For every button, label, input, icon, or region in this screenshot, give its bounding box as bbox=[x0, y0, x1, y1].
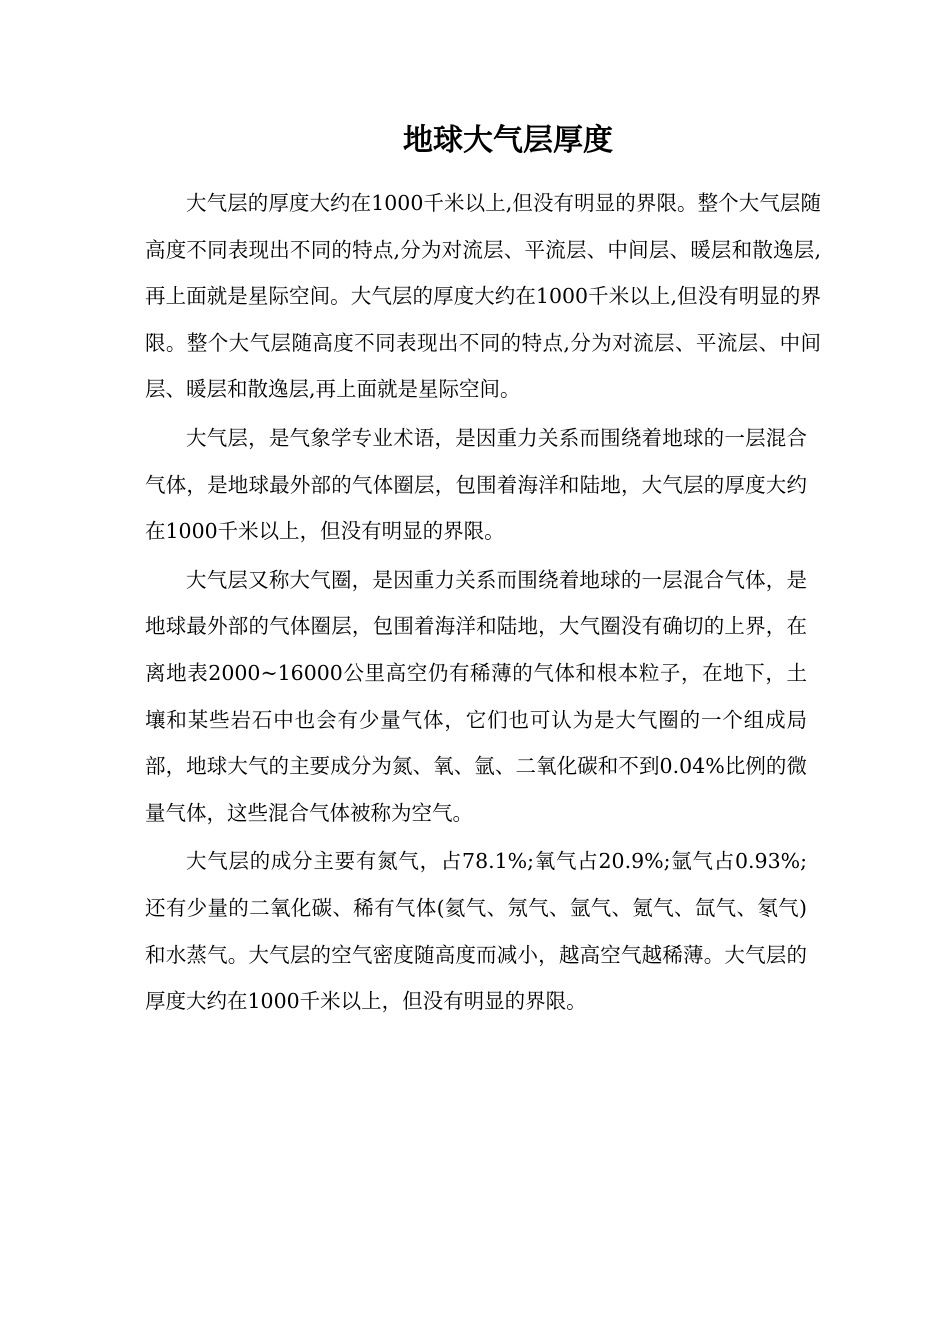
paragraph-4: 大气层的成分主要有氮气，占78.1%;氧气占20.9%;氩气占0.93%;还有少量的二氧化碳、稀有气体(氦气、氖气、氩气、氪气、氙气、氡气)和水蒸气。大气层的空气密度随高度而减小，越高空气越稀薄。大气层的厚度大约在1000千米以上，但没有明显的界限。 bbox=[145, 849, 807, 1014]
paragraph-3: 大气层又称大气圈，是因重力关系而围绕着地球的一层混合气体，是地球最外部的气体圈层，包围着海洋和陆地，大气圈没有确切的上界，在离地表2000~16000公里高空仍有稀薄的气体和根本粒子，在地下，土壤和某些岩石中也会有少量气体，它们也可认为是大气圈的一个组成局部，地球大气的主要成分为氮、氧、氩、二氧化碳和不到0.04%比例的微量气体，这些混合气体被称为空气。 bbox=[145, 567, 807, 825]
paragraph-2: 大气层，是气象学专业术语，是因重力关系而围绕着地球的一层混合气体，是地球最外部的气体圈层，包围着海洋和陆地，大气层的厚度大约在1000千米以上，但没有明显的界限。 bbox=[145, 425, 807, 544]
document-title: 地球大气层厚度 bbox=[403, 123, 613, 158]
paragraph-1: 大气层的厚度大约在1000千米以上,但没有明显的界限。整个大气层随高度不同表现出不同的特点,分为对流层、平流层、中间层、暖层和散逸层,再上面就是星际空间。大气层的厚度大约在1000千米以上,但没有明显的界限。整个大气层随高度不同表现出不同的特点,分为对流层、平流层、中间层、暖层和散逸层,再上面就是星际空间。 bbox=[145, 191, 821, 402]
document-body bbox=[145, 180, 821, 1027]
